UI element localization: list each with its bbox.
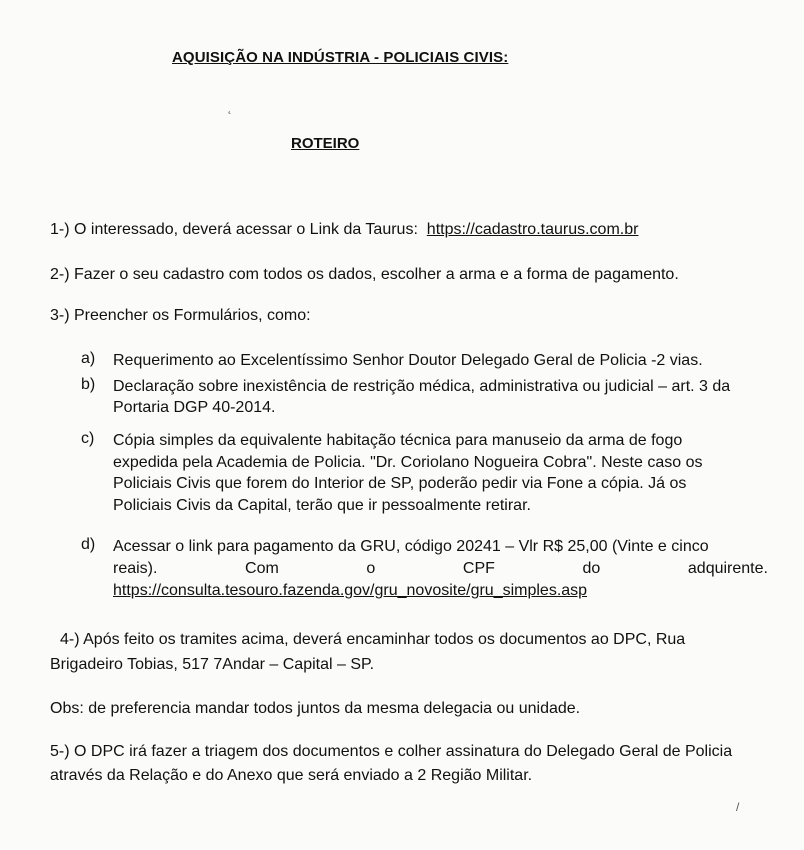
scan-speck: / (736, 800, 740, 814)
item-b-label: b) (81, 376, 96, 393)
document-title: AQUISIÇÃO NA INDÚSTRIA - POLICIAIS CIVIS: (172, 49, 509, 66)
step-2: 2-) Fazer o seu cadastro com todos os dados, escolher a arma e a forma de pagamento. (50, 266, 679, 283)
item-b-line-1: Declaração sobre inexistência de restrição médica, administrativa ou judicial – art. 3 da (113, 378, 731, 395)
item-d-word: adquirente. (687, 560, 768, 577)
step-4-line-1: 4-) Após feito os tramites acima, deverá encaminhar todos os documentos ao DPC, Rua (60, 631, 686, 648)
item-c-line-2: expedida pela Academia de Policia. "Dr. Coriolano Nogueira Cobra". Neste caso os (113, 453, 703, 471)
item-d-word: reais). (113, 560, 158, 577)
item-b-text (113, 376, 773, 418)
step-4-line-2: Brigadeiro Tobias, 517 7Andar – Capital – SP. (50, 656, 375, 673)
obs-note: Obs: de preferencia mandar todos juntos da mesma delegacia ou unidade. (50, 700, 581, 717)
gru-link[interactable]: https://consulta.tesouro.fazenda.gov/gru_novosite/gru_simples.asp (113, 582, 588, 599)
item-d-word: Com (245, 560, 279, 577)
item-d-word: CPF (462, 560, 495, 577)
item-c-line-3: Policiais Civis que forem do Interior de SP, poderão pedir via Fone a cópia. Já os (113, 475, 687, 492)
step-1 (50, 221, 638, 239)
item-d-text (113, 536, 773, 602)
item-d-word: o (366, 560, 376, 577)
document-subtitle: ROTEIRO (291, 135, 360, 152)
item-c-text (113, 430, 773, 516)
scan-speck: ˛ (228, 100, 232, 114)
item-a-label: a) (81, 350, 96, 367)
taurus-link[interactable]: https://cadastro.taurus.com.br (426, 221, 639, 238)
item-c-line-4: Policiais Civis da Capital, terão que ir pessoalmente retirar. (113, 496, 531, 514)
item-c-line-1: Cópia simples da equivalente habitação técnica para manuseio da arma de fogo (113, 432, 683, 449)
step-5-line-2: através da Relação e do Anexo que será enviado a 2 Região Militar. (50, 767, 533, 784)
item-a-text: Requerimento ao Excelentíssimo Senhor Doutor Delegado Geral de Policia -2 vias. (113, 352, 703, 369)
item-b-line-2: Portaria DGP 40-2014. (113, 399, 276, 416)
step-5-line-1: 5-) O DPC irá fazer a triagem dos documentos e colher assinatura do Delegado Geral de Policia (50, 743, 733, 760)
item-d-word: do (582, 560, 601, 577)
item-d-line-1: Acessar o link para pagamento da GRU, código 20241 – Vlr R$ 25,00 (Vinte e cinco (113, 538, 709, 555)
step-1-text: 1-) O interessado, deverá acessar o Link da Taurus: (50, 221, 418, 238)
step-3: 3-) Preencher os Formulários, como: (50, 307, 311, 324)
item-c-label: c) (81, 430, 95, 447)
item-d-line-2 (113, 558, 768, 580)
item-d-label: d) (81, 536, 96, 553)
